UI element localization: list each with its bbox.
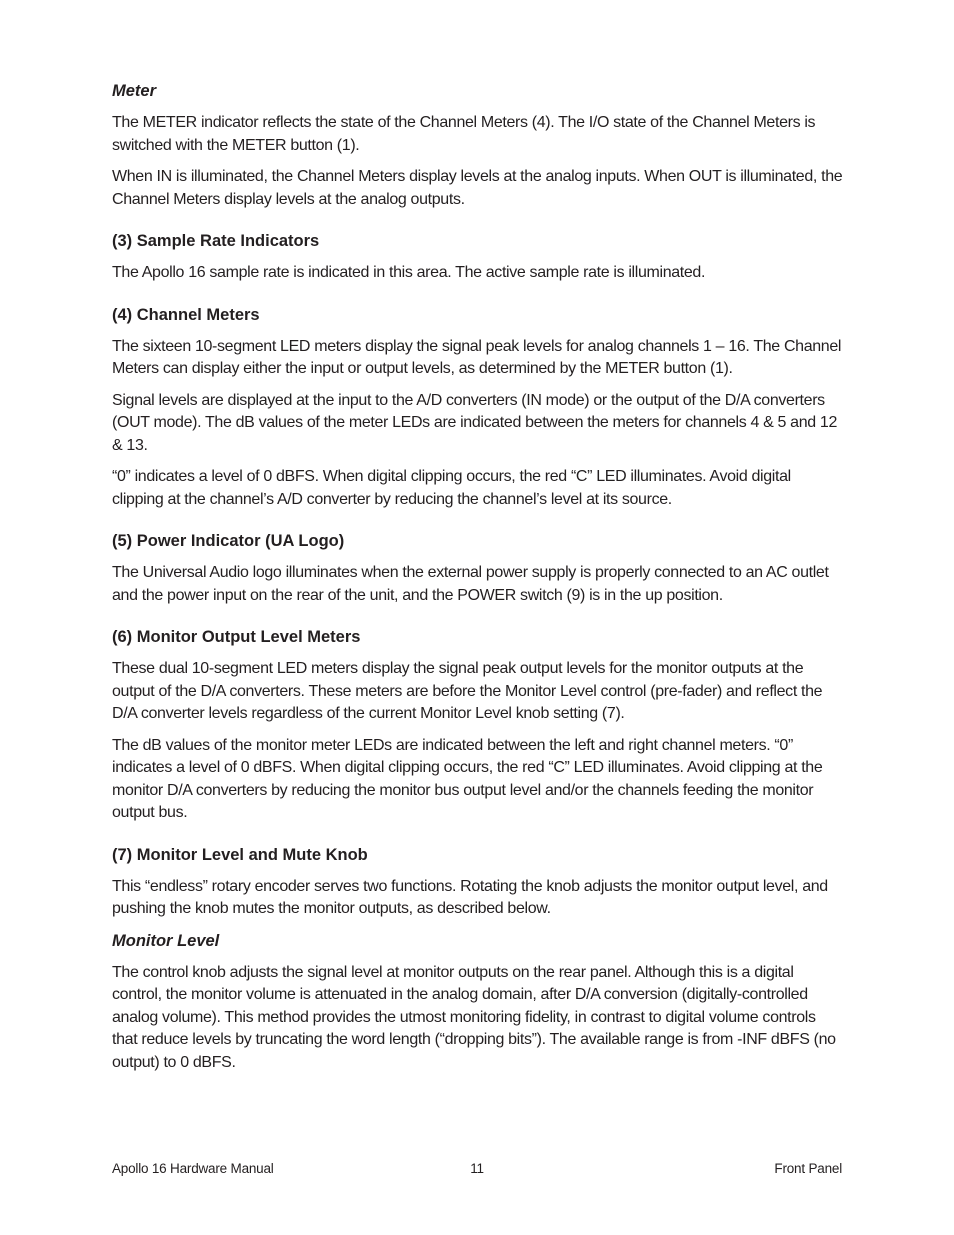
paragraph: When IN is illuminated, the Channel Meters display levels at the analog inputs. When OUT is illuminated, the Channel Meters display levels at the analog outputs. xyxy=(112,168,843,208)
footer-page-number: 11 xyxy=(470,1161,484,1176)
paragraph: The Universal Audio logo illuminates when the external power supply is properly connected to an AC outlet and the power input on the rear of the unit, and the POWER switch (9) is in the up position. xyxy=(112,564,829,604)
subheading-monitor-level: Monitor Level xyxy=(112,931,220,950)
footer-manual-title: Apollo 16 Hardware Manual xyxy=(112,1161,274,1176)
paragraph: These dual 10-segment LED meters display the signal peak output levels for the monitor outputs at the output of the D/A converters. These meters are before the Monitor Level control (pre-fader) and reflect the D/A converter levels regardless of the current Monitor Level knob setting (7). xyxy=(112,660,823,722)
paragraph: This “endless” rotary encoder serves two functions. Rotating the knob adjusts the monitor output level, and pushing the knob mutes the monitor outputs, as described below. xyxy=(112,877,828,917)
paragraph: Signal levels are displayed at the input to the A/D converters (IN mode) or the output of the D/A converters (OUT mode). The dB values of the meter LEDs are indicated between the meters for channels 4 & 5 and 12 & 13. xyxy=(112,391,838,454)
paragraph: The Apollo 16 sample rate is indicated in this area. The active sample rate is illuminated. xyxy=(112,264,706,281)
heading-sample-rate-indicators: (3) Sample Rate Indicators xyxy=(112,232,320,250)
footer-section-name: Front Panel xyxy=(774,1161,842,1176)
heading-monitor-level-and-mute-knob: (7) Monitor Level and Mute Knob xyxy=(112,845,368,864)
paragraph: The dB values of the monitor meter LEDs are indicated between the left and right channel meters. “0” indicates a level of 0 dBFS. When digital clipping occurs, the red “C” LED illuminates. Avoid clipping at the monitor D/A converters by reducing the monitor bus output level and/or the channels feeding the monitor output bus. xyxy=(112,736,823,821)
heading-channel-meters: (4) Channel Meters xyxy=(112,305,260,324)
paragraph: The sixteen 10-segment LED meters display the signal peak levels for analog channels 1 – 16. The Channel Meters can display either the input or output levels, as determined by the METER button (1). xyxy=(112,337,842,377)
page-content xyxy=(112,80,844,1083)
paragraph: “0” indicates a level of 0 dBFS. When digital clipping occurs, the red “C” LED illuminates. Avoid digital clipping at the channel’s A/D converter by reducing the channel’s level at its source. xyxy=(112,468,791,508)
heading-monitor-output-level-meters: (6) Monitor Output Level Meters xyxy=(112,628,361,646)
paragraph: The METER indicator reflects the state of the Channel Meters (4). The I/O state of the Channel Meters is switched with the METER button (1). xyxy=(112,114,816,154)
paragraph: The control knob adjusts the signal level at monitor outputs on the rear panel. Although this is a digital control, the monitor volume is attenuated in the analog domain, after D/A conversion (digitally-controlled analog volume). This method provides the utmost monitoring fidelity, in contrast to digital volume controls that reduce levels by truncating the word length (“dropping bits”). The available range is from -INF dBFS (no output) to 0 dBFS. xyxy=(112,963,836,1071)
subheading-meter: Meter xyxy=(112,82,157,100)
heading-power-indicator: (5) Power Indicator (UA Logo) xyxy=(112,532,345,550)
